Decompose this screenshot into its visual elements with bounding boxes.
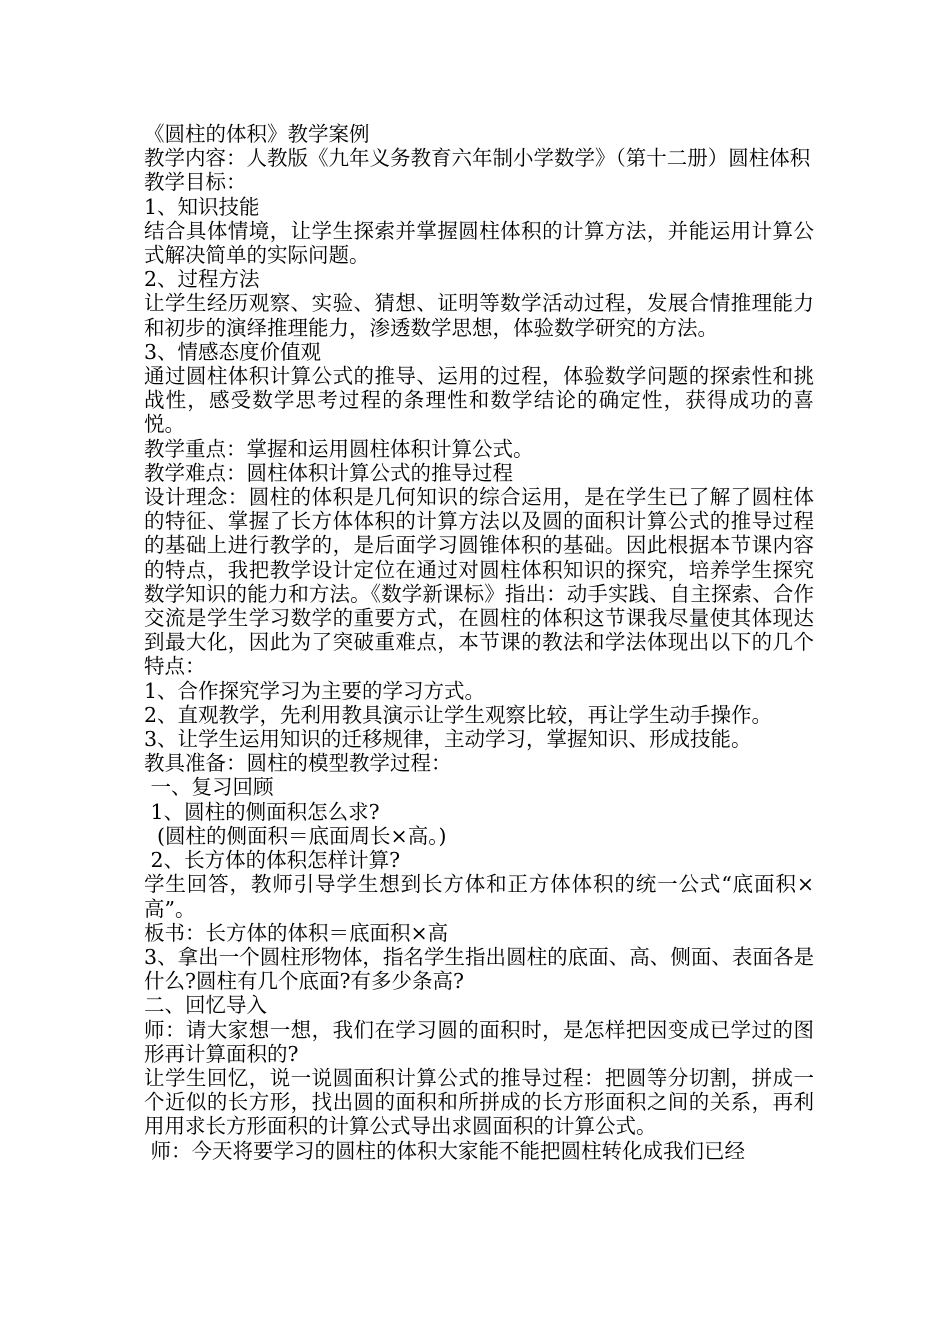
document-body <box>144 122 814 1163</box>
review-answer-1: (圆柱的侧面积＝底面周长×高。) <box>144 823 447 848</box>
goal-3-heading: 3、情感态度价值观 <box>144 339 322 364</box>
teacher-intro: 师：今天将要学习的圆柱的体积大家能不能把圆柱转化成我们已经 <box>144 1138 746 1163</box>
goal-2-heading: 2、过程方法 <box>144 267 260 292</box>
teaching-content: 教学内容：人教版《九年义务教育六年制小学数学》（第十二册）圆柱体积 <box>144 146 811 171</box>
teaching-aids: 教具准备：圆柱的模型教学过程： <box>144 751 452 776</box>
teacher-question: 师：请大家想一想，我们在学习圆的面积时，是怎样把因变成已学过的图形再计算面积的? <box>144 1017 814 1066</box>
review-question-3: 3、拿出一个圆柱形物体，指名学生指出圆柱的底面、高、侧面、表面各是什么?圆柱有几个底面?有多少条高? <box>144 944 814 994</box>
goal-2-text: 让学生经历观察、实验、猜想、证明等数学活动过程，发展合情推理能力和初步的演绎推理能力，渗透数学思想，体验数学研究的方法。 <box>144 291 814 340</box>
student-recall: 让学生回忆，说一说圆面积计算公式的推导过程：把圆等分切割，拼成一个近似的长方形，找出圆的面积和所拼成的长方形面积之间的关系，再利用用求长方形面积的计算公式导出求圆面积的计算公式。 <box>144 1065 814 1139</box>
design-concept: 设计理念：圆柱的体积是几何知识的综合运用，是在学生已了解了圆柱体的特征、掌握了长方体体积的计算方法以及圆的面积计算公式的推导过程的基础上进行教学的，是后面学习圆锥体积的基础。因此根据本节课内容的特点，我把教学设计定位在通过对圆柱体积知识的探究，培养学生探究数学知识的能力和方法。《数学新课标》指出：动手实践、自主探索、合作交流是学生学习数学的重要方式，在圆柱的体积这节课我尽量使其体现达到最大化，因此为了突破重难点，本节课的教法和学法体现出以下的几个特点： <box>144 485 814 679</box>
blackboard-note: 板书：长方体的体积＝底面积×高 <box>144 920 449 945</box>
review-question-1: 1、圆柱的侧面积怎么求? <box>144 799 380 824</box>
goal-3-text: 通过圆柱体积计算公式的推导、运用的过程，体验数学问题的探索性和挑战性，感受数学思考过程的条理性和数学结论的确定性，获得成功的喜悦。 <box>144 364 814 437</box>
review-question-2: 2、长方体的体积怎样计算? <box>144 848 401 873</box>
review-answer-2: 学生回答，教师引导学生想到长方体和正方体体积的统一公式“底面积×高”。 <box>144 872 814 921</box>
section-1-heading: 一、复习回顾 <box>144 775 274 800</box>
section-2-heading: 二、回忆导入 <box>144 993 267 1018</box>
feature-1: 1、合作探究学习为主要的学习方式。 <box>144 678 486 703</box>
goal-1-text: 结合具体情境，让学生探索并掌握圆柱体积的计算方法，并能运用计算公式解决简单的实际问题。 <box>144 218 814 268</box>
teaching-goals-heading: 教学目标： <box>144 170 247 195</box>
feature-2: 2、直观教学，先利用教具演示让学生观察比较，再让学生动手操作。 <box>144 702 773 727</box>
feature-3: 3、让学生运用知识的迁移规律，主动学习，掌握知识、形成技能。 <box>144 727 752 752</box>
goal-1-heading: 1、知识技能 <box>144 194 260 219</box>
document-title: 《圆柱的体积》教学案例 <box>144 122 370 146</box>
difficult-point: 教学难点：圆柱体积计算公式的推导过程 <box>144 460 513 485</box>
key-point: 教学重点：掌握和运用圆柱体积计算公式。 <box>144 436 534 461</box>
